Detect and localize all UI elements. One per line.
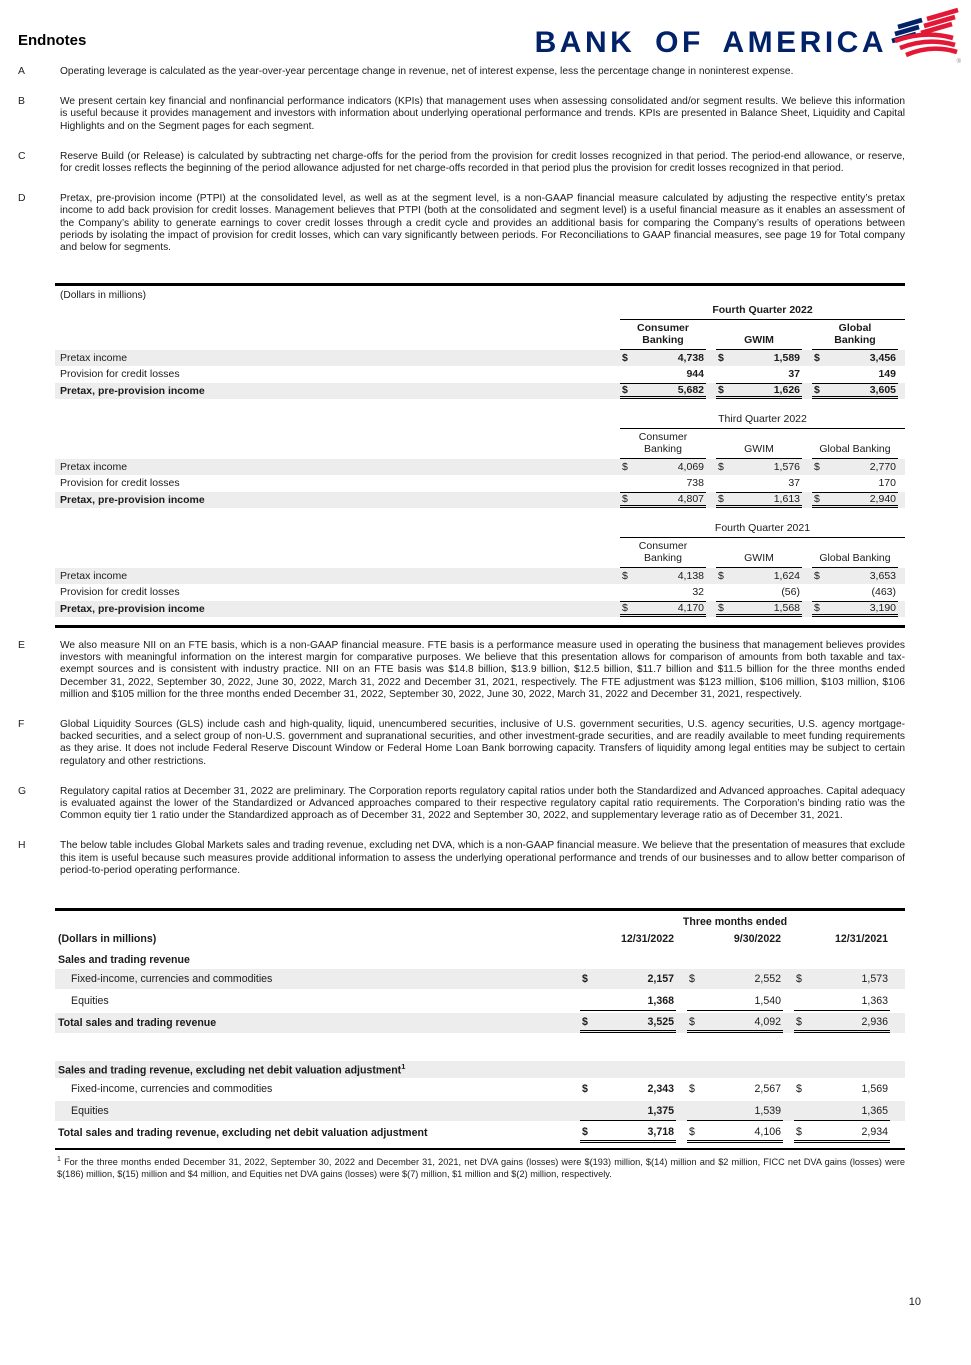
value-cell: $ 2,157 — [582, 973, 674, 985]
endnote-c — [18, 151, 905, 175]
row-label: Equities — [71, 995, 109, 1007]
table-row — [55, 584, 905, 601]
value-cell: 149 — [878, 368, 896, 381]
column-header: Global Banking — [812, 321, 898, 350]
value-cell: $ 1,576 — [718, 460, 800, 473]
value-cell: $ 2,770 — [814, 460, 896, 473]
table-title: Fourth Quarter 2021 — [620, 522, 905, 538]
endnote-e — [18, 640, 905, 701]
value-cell: $ 4,106 — [687, 1123, 783, 1143]
value-cell: $ 1,568 — [716, 601, 802, 618]
column-header: GWIM — [716, 321, 802, 350]
value-cell: 1,540 — [687, 991, 783, 1011]
heavy-rule — [55, 625, 905, 628]
row-label: Fixed-income, currencies and commodities — [71, 1083, 273, 1095]
section-header: Sales and trading revenue, excluding net debit valuation adjustment$^1$ — [58, 1062, 406, 1077]
table-row — [55, 475, 905, 492]
value-cell: $ 1,573 — [796, 973, 888, 985]
endnote-b — [18, 96, 905, 133]
value-cell: 1,363 — [794, 991, 890, 1011]
footnote-marker: 1 — [57, 1156, 61, 1163]
table-third-quarter-2022 — [55, 413, 905, 508]
value-cell: $ 4,738 — [622, 351, 704, 364]
dollars-in-millions-label: (Dollars in millions) — [60, 290, 147, 301]
row-label: Pretax, pre-provision income — [60, 493, 205, 506]
endnote-text: Global Liquidity Sources (GLS) include cash and high-quality, liquid, unencumbered securities, inclusive of U.S. government securities, U.S. agency securities, U.S. agency mortgage-backed securities, and a select group of non-U.S. government and supranational securities, and other investment-grade securities, and are readily available to meet funding requirements as they arise. It does not include Federal Reserve Discount Window or Federal Home Loan Bank borrowing capacity. Transfers of liquidity among legal entities may be subject to certain regulatory and other restrictions. — [60, 719, 905, 767]
endnote-letter: D — [18, 193, 26, 205]
endnote-text: We also measure NII on an FTE basis, which is a non-GAAP financial measure. FTE basis is a performance measure used in operating the business that management believes provides investors with meaningful information on the interest margin for comparative purposes. We believe that this presentation allows for comparison of amounts from both taxable and tax-exempt sources and is consistent with industry practice. NII on an FTE basis was $14.8 billion, $13.9 billion, $12.5 billion, $11.7 billion and $11.5 billion for the three months ended December 31, 2022, September 30, 2022, June 30, 2022, March 31, 2022 and December 31, 2021, respectively. The FTE adjustment was $123 million, $106 million, $103 million, $106 million and $105 million for the three months ended December 31, 2022, September 30, 2022, June 30, 2022, March 31, 2022 and December 31, 2021, respectively. — [60, 640, 905, 700]
column-header: Consumer Banking — [620, 430, 706, 459]
value-cell: 944 — [686, 368, 704, 381]
endnote-letter: F — [18, 719, 25, 731]
page-number: 10 — [908, 1296, 921, 1308]
endnote-letter: E — [18, 640, 25, 651]
value-cell: 37 — [788, 477, 800, 490]
endnote-letter: C — [18, 150, 26, 162]
column-header-row — [55, 430, 905, 459]
table-total-row — [55, 383, 905, 400]
table-title: Fourth Quarter 2022 — [620, 304, 905, 320]
column-header-row — [55, 539, 905, 568]
row-label: Fixed-income, currencies and commodities — [71, 973, 273, 985]
value-cell: $ 4,092 — [687, 1013, 783, 1033]
column-header: Global Banking — [812, 430, 898, 459]
period-header: Three months ended — [682, 915, 788, 928]
endnote-a — [18, 66, 905, 78]
table-row — [55, 366, 905, 383]
row-label: Pretax income — [60, 569, 128, 582]
row-label: Total sales and trading revenue — [58, 1017, 217, 1029]
page-title: Endnotes — [18, 32, 87, 49]
column-header: Consumer Banking — [620, 539, 706, 568]
table-title-row — [55, 522, 905, 539]
section-gap — [55, 1035, 905, 1061]
value-cell: $ 4,069 — [622, 460, 704, 473]
registered-trademark: ® — [956, 59, 961, 65]
bank-of-america-flag-icon — [891, 8, 959, 63]
value-cell: $ 2,934 — [794, 1123, 890, 1143]
value-cell: $ 2,343 — [582, 1083, 674, 1095]
value-cell: $ 4,138 — [622, 569, 704, 582]
row-label: Provision for credit losses — [60, 477, 180, 490]
endnote-text: Pretax, pre-provision income (PTPI) at the consolidated level, as well as at the segment level, is a non-GAAP financial measure calculated by adjusting the respective entity’s pretax income to add back provision for credit losses. Management believes that PTPI (both at the consolidated and segment level) is a useful financial measure as it enables an assessment of the Company’s ability to generate earnings to cover credit losses through a credit cycle and provides an additional basis for comparing the Company’s results of operations between periods by isolating the impact of provision for credit losses, which can vary significantly between periods. For Reconciliations to GAAP financial measures, see page 19 for Total company and below for segments. — [60, 193, 905, 254]
date-column-header: 12/31/2021 — [834, 933, 888, 945]
value-cell: $ 2,936 — [794, 1013, 890, 1033]
row-label: Pretax, pre-provision income — [60, 384, 205, 397]
period-header-row — [55, 911, 905, 928]
endnote-letter: A — [18, 66, 25, 77]
endnote-letter: B — [18, 96, 25, 108]
value-cell: $ 1,569 — [796, 1083, 888, 1095]
value-cell: $ 4,807 — [620, 492, 706, 509]
endnote-g — [18, 786, 905, 823]
column-header: Consumer Banking — [620, 321, 706, 350]
endnote-h — [18, 840, 905, 877]
value-cell: $ 3,653 — [814, 569, 896, 582]
table-title: Third Quarter 2022 — [620, 413, 905, 429]
row-label: Provision for credit losses — [60, 586, 180, 599]
table-row — [55, 991, 905, 1011]
table-total-row — [55, 1123, 905, 1143]
value-cell: $ 3,190 — [812, 601, 898, 618]
segment-ptpi-tables — [55, 283, 905, 628]
value-cell: 1,368 — [580, 991, 676, 1011]
value-cell: 170 — [878, 477, 896, 490]
value-cell: 32 — [692, 586, 704, 599]
bank-of-america-logo — [535, 8, 959, 63]
value-cell: $ 3,456 — [814, 351, 896, 364]
endnote-text: Operating leverage is calculated as the year-over-year percentage change in revenue, net of interest expense, less the percentage change in noninterest expense. — [60, 66, 794, 77]
table-row — [55, 1101, 905, 1121]
value-cell: 1,375 — [580, 1101, 676, 1121]
column-header: Global Banking — [812, 539, 898, 568]
endnote-letter: H — [18, 840, 26, 852]
column-header: GWIM — [716, 430, 802, 459]
endnote-text: The below table includes Global Markets sales and trading revenue, excluding net DVA, which is a non-GAAP financial measure. We believe that the presentation of measures that exclude this item is useful because such measures provide additional information to assess the underlying operational performance and trends of our businesses and to allow better comparison of period-to-period operating performance. — [60, 840, 905, 876]
table-row — [55, 459, 905, 476]
table-row — [55, 1079, 905, 1099]
row-label: Provision for credit losses — [60, 368, 180, 381]
value-cell: 37 — [788, 368, 800, 381]
value-cell: 738 — [686, 477, 704, 490]
value-cell: 1,365 — [794, 1101, 890, 1121]
table-title-row — [55, 413, 905, 430]
table-footnote: $^1$ For the three months ended December 31, 2022, September 30, 2022 and December 31, 2021, net DVA gains (losses) were $(193) million, $(14) million and $2 million, FICC net DVA gains (losses) were $(186) million, $(15) million and $4 million, and Equities net DVA gains (losses) were $(7) million, $1 million and $(2) million, respectively. — [57, 1156, 905, 1179]
value-cell: $ 4,170 — [620, 601, 706, 618]
value-cell: $ 5,682 — [620, 383, 706, 400]
row-label: Pretax income — [60, 460, 128, 473]
table-total-row — [55, 1013, 905, 1033]
value-cell: 1,539 — [687, 1101, 783, 1121]
date-column-header: 9/30/2022 — [733, 933, 781, 945]
value-cell: $ 1,613 — [716, 492, 802, 509]
table-title-row — [55, 304, 905, 321]
value-cell: $ 2,940 — [812, 492, 898, 509]
bank-of-america-wordmark: BANK OF AMERICA — [534, 25, 887, 59]
value-cell: $ 2,552 — [689, 973, 781, 985]
table-total-row — [55, 601, 905, 618]
sales-trading-table — [55, 908, 905, 1180]
value-cell: $ 1,624 — [718, 569, 800, 582]
value-cell: $ 2,567 — [689, 1083, 781, 1095]
footnote-reference: 1 — [401, 1062, 406, 1072]
row-label: Pretax income — [60, 351, 128, 364]
column-header-row — [55, 321, 905, 350]
value-cell: (56) — [781, 586, 800, 599]
endnotes-a-d — [18, 66, 905, 272]
table-row — [55, 969, 905, 989]
endnote-text: Regulatory capital ratios at December 31, 2022 are preliminary. The Corporation reports regulatory capital ratios under both the Standardized and Advanced approaches. Capital adequacy is evaluated against the lower of the Standardized or Advanced approaches compared to their respective regulatory capital ratio requirements. The Corporation’s binding ratio was the Common equity tier 1 ratio under the Standardized approach as of December 31, 2022 and September 30, 2022, and supplementary leverage ratio as of December 31, 2021. — [60, 785, 905, 822]
endnotes-e-h — [18, 640, 905, 895]
section-header-row — [55, 951, 905, 968]
endnote-letter: G — [18, 785, 27, 797]
row-label: Total sales and trading revenue, excluding net debit valuation adjustment — [58, 1127, 428, 1139]
value-cell: $ 3,605 — [812, 383, 898, 400]
dollars-in-millions-label: (Dollars in millions) — [58, 933, 157, 945]
table-total-row — [55, 492, 905, 509]
endnote-f — [18, 719, 905, 768]
column-header: GWIM — [716, 539, 802, 568]
row-label: Pretax, pre-provision income — [60, 602, 205, 615]
date-header-row — [55, 929, 905, 949]
section-header: Sales and trading revenue — [58, 953, 190, 966]
value-cell: $ 3,525 — [580, 1013, 676, 1033]
table-fourth-quarter-2022 — [55, 304, 905, 399]
value-cell: (463) — [871, 586, 896, 599]
value-cell: $ 1,589 — [718, 351, 800, 364]
endnote-d — [18, 193, 905, 254]
table-row — [55, 568, 905, 585]
endnote-text: We present certain key financial and nonfinancial performance indicators (KPIs) that management uses when assessing consolidated and/or segment results. We believe this information is useful because it provides management and investors with information about underlying operational performance and trends. KPIs are presented in Balance Sheet, Liquidity and Capital Highlights and on the Segment pages for each segment. — [60, 96, 905, 132]
section-header-row — [55, 1061, 905, 1078]
value-cell: $ 3,718 — [580, 1123, 676, 1143]
table-row — [55, 350, 905, 367]
table-fourth-quarter-2021 — [55, 522, 905, 617]
date-column-header: 12/31/2022 — [620, 933, 674, 945]
value-cell: $ 1,626 — [716, 383, 802, 400]
row-label: Equities — [71, 1105, 109, 1117]
endnote-text: Reserve Build (or Release) is calculated by subtracting net charge-offs for the period from the provision for credit losses recognized in that period. The period-end allowance, or reserve, for credit losses reflects the beginning of the period allowance adjusted for net charge-offs recorded in that period plus the provision for credit losses recognized in that period. — [60, 150, 905, 175]
